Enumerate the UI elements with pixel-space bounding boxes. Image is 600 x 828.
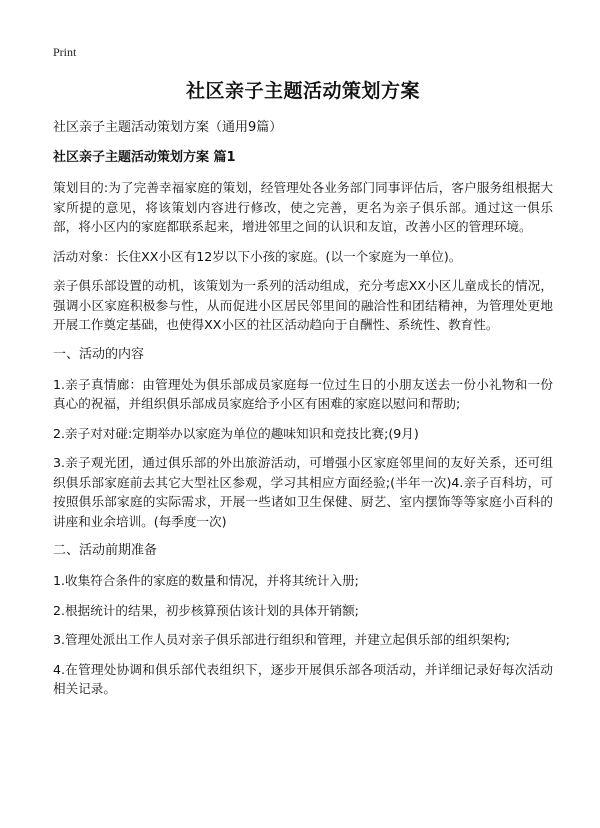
list-item: 4.在管理处协调和俱乐部代表组织下，逐步开展俱乐部各项活动，并详细记录好每次活动相关记录。	[53, 661, 553, 696]
document-subtitle: 社区亲子主题活动策划方案（通用9篇）	[53, 120, 283, 135]
document-title: 社区亲子主题活动策划方案	[185, 80, 420, 102]
list-item: 2.亲子对对碰:定期举办以家庭为单位的趣味知识和竞技比赛;(9月)	[53, 425, 419, 441]
list-item: 3.亲子观光团，通过俱乐部的外出旅游活动，可增强小区家庭邻里间的友好关系，还可组织俱乐部家庭前去其它大型社区参观，学习其相应方面经验;(半年一次)4.亲子百科坊，可按照俱乐部家庭的实际需求，开展一些诸如卫生保健、厨艺、室内摆饰等等家庭小百科的讲座和业余培训。(每季度一次)	[53, 455, 553, 529]
section-heading-preparation: 二、活动前期准备	[53, 543, 158, 558]
print-link[interactable]: Print	[53, 45, 77, 59]
list-item: 3.管理处派出工作人员对亲子俱乐部进行组织和管理，并建立起俱乐部的组织架构;	[53, 632, 511, 647]
paragraph-purpose: 策划目的:为了完善幸福家庭的策划，经管理处各业务部门同事评估后，客户服务组根据大家所提的意见，将该策划内容进行修改，使之完善，更名为亲子俱乐部。通过这一俱乐部，将小区内的家庭都联系起来，增进邻里之间的认识和友谊，改善小区的管理环境。	[53, 180, 553, 234]
paragraph-target: 活动对象：长住XX小区有12岁以下小孩的家庭。(以一个家庭为一单位)。	[53, 248, 462, 264]
list-item: 1.收集符合条件的家庭的数量和情况，并将其统计入册;	[53, 573, 359, 588]
section-heading-content: 一、活动的内容	[53, 346, 145, 362]
paragraph-motivation: 亲子俱乐部设置的动机，该策划为一系列的活动组成，充分考虑XX小区儿童成长的情况，强调小区家庭积极参与性，从而促进小区居民邻里间的融洽性和团结精神，为管理处更地开展工作奠定基础，也使得XX小区的社区活动趋向于自酬性、系统性、教育性。	[53, 278, 553, 332]
list-item: 1.亲子真情廊：由管理处为俱乐部成员家庭每一位过生日的小朋友送去一份小礼物和一份真心的祝福，并组织俱乐部成员家庭给予小区有困难的家庭以慰问和帮助;	[53, 376, 553, 411]
list-item: 2.根据统计的结果，初步核算预估该计划的具体开销额;	[53, 602, 359, 618]
part-heading: 社区亲子主题活动策划方案 篇1	[53, 150, 236, 165]
document-page	[53, 78, 553, 709]
